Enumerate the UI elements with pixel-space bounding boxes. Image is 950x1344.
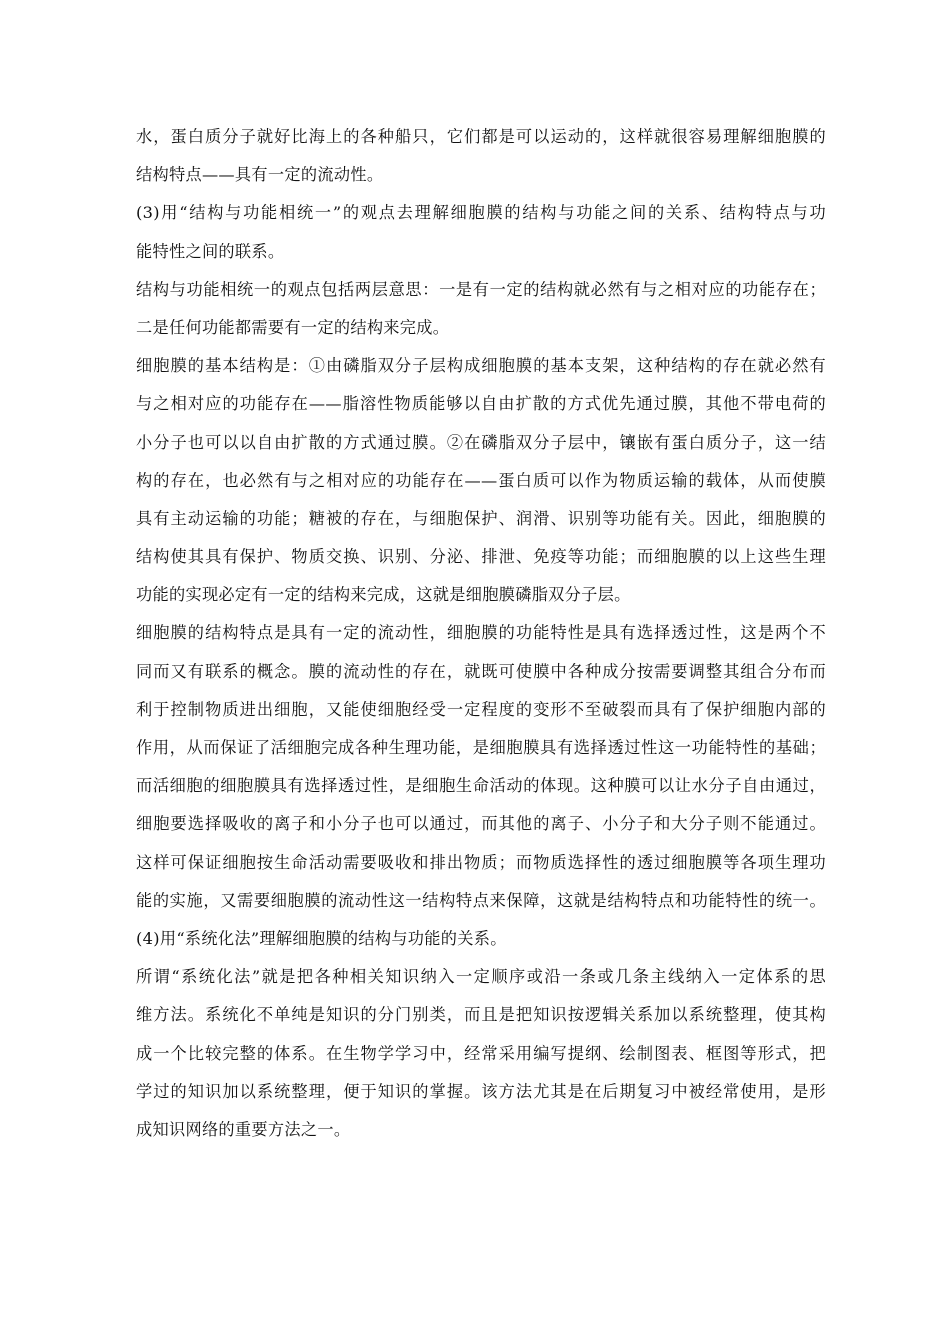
text-line: 小分子也可以以自由扩散的方式通过膜。②在磷脂双分子层中，镶嵌有蛋白质分子，这一结	[136, 432, 826, 452]
text-line: 能的实施，又需要细胞膜的流动性这一结构特点来保障，这就是结构特点和功能特性的统一。	[136, 890, 826, 910]
text-line: 能特性之间的联系。	[136, 241, 285, 261]
text-line: 成知识网络的重要方法之一。	[136, 1119, 351, 1139]
text-line: (4)用“系统化法”理解细胞膜的结构与功能的关系。	[136, 928, 507, 948]
text-line: 而活细胞的细胞膜具有选择透过性，是细胞生命活动的体现。这种膜可以让水分子自由通过，	[136, 776, 826, 796]
text-line: 维方法。系统化不单纯是知识的分门别类，而且是把知识按逻辑关系加以系统整理，使其构	[136, 1005, 826, 1025]
text-line: 同而又有联系的概念。膜的流动性的存在，就既可使膜中各种成分按需要调整其组合分布而	[136, 661, 826, 681]
text-line: 这样可保证细胞按生命活动需要吸收和排出物质；而物质选择性的透过细胞膜等各项生理功	[136, 852, 826, 872]
text-line: 结构使其具有保护、物质交换、识别、分泌、排泄、免疫等功能；而细胞膜的以上这些生理	[136, 547, 826, 567]
text-line: 构的存在，也必然有与之相对应的功能存在——蛋白质可以作为物质运输的载体，从而使膜	[136, 470, 826, 490]
text-line: 学过的知识加以系统整理，便于知识的掌握。该方法尤其是在后期复习中被经常使用，是形	[136, 1081, 826, 1101]
text-line: (3)用“结构与功能相统一”的观点去理解细胞膜的结构与功能之间的关系、结构特点与功	[136, 203, 826, 223]
text-line: 细胞要选择吸收的离子和小分子也可以通过，而其他的离子、小分子和大分子则不能通过。	[136, 814, 826, 834]
document-body	[136, 118, 826, 1149]
text-line: 结构与功能相统一的观点包括两层意思：一是有一定的结构就必然有与之相对应的功能存在；	[136, 279, 826, 299]
text-line: 功能的实现必定有一定的结构来完成，这就是细胞膜磷脂双分子层。	[136, 585, 631, 605]
text-line: 与之相对应的功能存在——脂溶性物质能够以自由扩散的方式优先通过膜，其他不带电荷的	[136, 394, 826, 414]
text-line: 细胞膜的结构特点是具有一定的流动性，细胞膜的功能特性是具有选择透过性，这是两个不	[136, 623, 826, 643]
text-line: 利于控制物质进出细胞，又能使细胞经受一定程度的变形不至破裂而具有了保护细胞内部的	[136, 699, 826, 719]
text-line: 水，蛋白质分子就好比海上的各种船只，它们都是可以运动的，这样就很容易理解细胞膜的	[136, 127, 826, 146]
text-line: 作用，从而保证了活细胞完成各种生理功能，是细胞膜具有选择透过性这一功能特性的基础；	[136, 738, 826, 757]
text-line: 细胞膜的基本结构是：①由磷脂双分子层构成细胞膜的基本支架，这种结构的存在就必然有	[136, 356, 826, 376]
text-line: 所谓“系统化法”就是把各种相关知识纳入一定顺序或沿一条或几条主线纳入一定体系的思	[136, 967, 826, 987]
text-line: 具有主动运输的功能；糖被的存在，与细胞保护、润滑、识别等功能有关。因此，细胞膜的	[136, 508, 826, 528]
text-line: 二是任何功能都需要有一定的结构来完成。	[136, 317, 450, 337]
text-line: 成一个比较完整的体系。在生物学学习中，经常采用编写提纲、绘制图表、框图等形式，把	[136, 1043, 826, 1063]
text-line: 结构特点——具有一定的流动性。	[136, 165, 384, 185]
